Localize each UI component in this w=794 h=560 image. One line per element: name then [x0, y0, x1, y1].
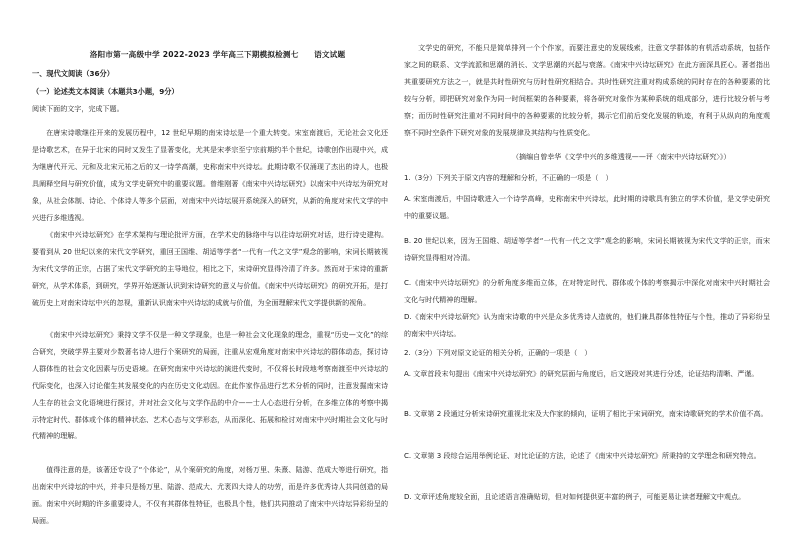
- question-1-stem: 1.（3分）下列关于原文内容的理解和分析，不正确的一项是（ ）: [404, 173, 613, 182]
- question-1-option-c[interactable]: C.《南宋中兴诗坛研究》的分析角度多维而立体，在对特定时代、群体或个体的考察揭示中深化对南宋中兴时期社会文化与时代精神的理解。: [404, 278, 770, 304]
- question-1-option-b[interactable]: B. 20 世纪以来，因为王国维、胡适等学者“一代有一代之文学”观念的影响，宋词长期被视为宋代文学的正宗，而宋诗研究显得相对冷清。: [404, 236, 770, 262]
- question-1-option-d[interactable]: D.《南宋中兴诗坛研究》认为南宋诗歌的中兴是众多优秀诗人造就的，他们兼具群体性特征与个性，推动了异彩纷呈的南宋中兴诗坛。: [404, 312, 770, 338]
- question-2-option-c[interactable]: C. 文章第 3 段综合运用举例论证、对比论证的方法，论述了《南宋中兴诗坛研究》所秉持的文学理念和研究特点。: [404, 451, 761, 460]
- passage-source: （摘编自曾幸华《文学中兴的多维透视——评〈南宋中兴诗坛研究〉》）: [512, 152, 731, 161]
- question-2-option-d[interactable]: D. 文章评述角度较全面，且论述语言准确贴切，但对如何提供更丰富的例子，可能更易让读者理解文中观点。: [404, 492, 746, 501]
- sub-section-heading: （一）论述类文本阅读（本题共3小题，9分）: [32, 87, 179, 96]
- question-2-stem: 2.（3分）下列对原文论证的相关分析，正确的一项是（ ）: [404, 348, 592, 357]
- passage-paragraph-5: 文学史的研究，不能只是简单排列一个个作家，而要注意史的发展线索，注意文学群体的有机活动系统，包括作家之间的联系、文学流派和思潮的消长、文学思潮的兴起与衰落。《南宋中兴诗坛研究》在此方面深具匠心。著者指出其重要研究方法之一，就是共时性研究与历时性研究相结合。共时性研究注重对构成系统的同时存在的各种要素的比较与分析，即把研究对象作为同一时间框架的各种要素，将各研究对象作为某种系统的组成部分，进行比较分析与考察；而历时性研究注重对不同时间中的各种要素的比较分析，揭示它们前后变化发展的轨迹，有利于从纵向的角度观察不同时空条件下研究对象的发展规律及其结构与性质变化。: [404, 43, 770, 137]
- instruction-text: 阅读下面的文字，完成下题。: [32, 104, 124, 113]
- question-1-option-a[interactable]: A. 宋室南渡后，中国诗歌进入一个诗学高峰，史称南宋中兴诗坛，此时期的诗歌具有独立的学术价值，是文学史研究中的重要议题。: [404, 194, 770, 220]
- passage-paragraph-2: 《南宋中兴诗坛研究》在学术架构与理论批评方面，在学术史的脉络中与以往诗坛研究对话，进行诗史建构。要看到从 20 世纪以来的宋代文学研究，重回王国维、胡适等学者“一代有一代之文学”观念的影响，宋词长期被视为宋代文学的正宗，占据了宋代文学研究的主导地位，相比之下，宋诗研究显得冷清了许多。然而对于宋诗的重新研究，从学术体系，到研究，学界开始逐渐认识到宋诗研究的意义与价值。《南宋中兴诗坛研究》的研究开拓，是打破历史上对南宋诗坛中兴的忽视，重新认识南宋中兴诗坛的成就与价值，为全面理解宋代文学提供新的视角。: [32, 230, 388, 307]
- passage-paragraph-4: 值得注意的是，该著还专设了“个体论”，从个案研究的角度，对杨万里、朱熹、陆游、范成大等进行研究，指出南宋中兴诗坛的中兴，并非只是杨万里、陆游、范成大、尤袤四大诗人的功劳，而是许多优秀诗人共同创造的局面。南宋中兴时期的许多重要诗人，不仅有其群体性特征，也极具个性，他们共同推动了南宋中兴诗坛异彩纷呈的局面。: [32, 465, 388, 525]
- passage-paragraph-1: 在唐宋诗歌继往开来的发展历程中，12 世纪早期的南宋诗坛是一个重大转变。宋室南渡后，无论社会文化还是诗歌艺术，在异于北宋的同时又发生了显著变化，尤其是宋孝宗至宁宗前期约半个世纪，诗歌创作出现中兴，成为继唐代开元、元和及北宋元祐之后的又一诗学高潮，史称南宋中兴诗坛。此期诗歌不仅涌现了杰出的诗人，也极具阐释空间与研究价值，成为文学史研究中的重要议题。曾维刚著《南宋中兴诗坛研究》以南宋中兴诗坛为研究对象，从社会体制、诗论、个体诗人等多个层面，对南宋中兴诗坛展开系统深入的研究，从新的角度对宋代文学的中兴进行多维透视。: [32, 128, 388, 222]
- section-heading: 一、现代文阅读（36分）: [32, 69, 114, 78]
- question-2-option-b[interactable]: B. 文章第 2 段通过分析宋诗研究重视北宋及大作家的倾向，证明了相比于宋词研究，南宋诗歌研究的学术价值不高。: [404, 409, 768, 418]
- question-2-option-a[interactable]: A. 文章首段末句提出《南宋中兴诗坛研究》的研究层面与角度后，后文逐段对其进行分述，论证结构清晰、严谨。: [404, 369, 759, 378]
- passage-paragraph-3: 《南宋中兴诗坛研究》秉持文学不仅是一种文学现象，也是一种社会文化现象的理念，重视“历史—文化”的综合研究，突破学界主要对少数著名诗人进行个案研究的局面，注重从宏观角度对南宋中兴诗坛的群体动态，探讨诗人群体性的社会文化因素与历史语境。在研究南宋中兴诗坛的演进代变时，不仅将长时段地考察南渡至中兴诗坛的代际变化，也深入讨论催生其发展变化的内在历史文化动因。在此作家作品进行艺术分析的同时，注意发掘南宋诗人生存的社会文化语境进行探讨，并对社会文化与文学作品的中介——士人心态进行分析，在多维立体的考察中揭示特定时代、群体或个体的精神状态、艺术心态与文学形态，从而深化、拓展和检讨对南宋中兴时期社会文化与时代精神的理解。: [32, 330, 388, 441]
- page-title: 洛阳市第一高级中学 2022-2023 学年高三下期模拟检测七 语文试题: [89, 50, 346, 59]
